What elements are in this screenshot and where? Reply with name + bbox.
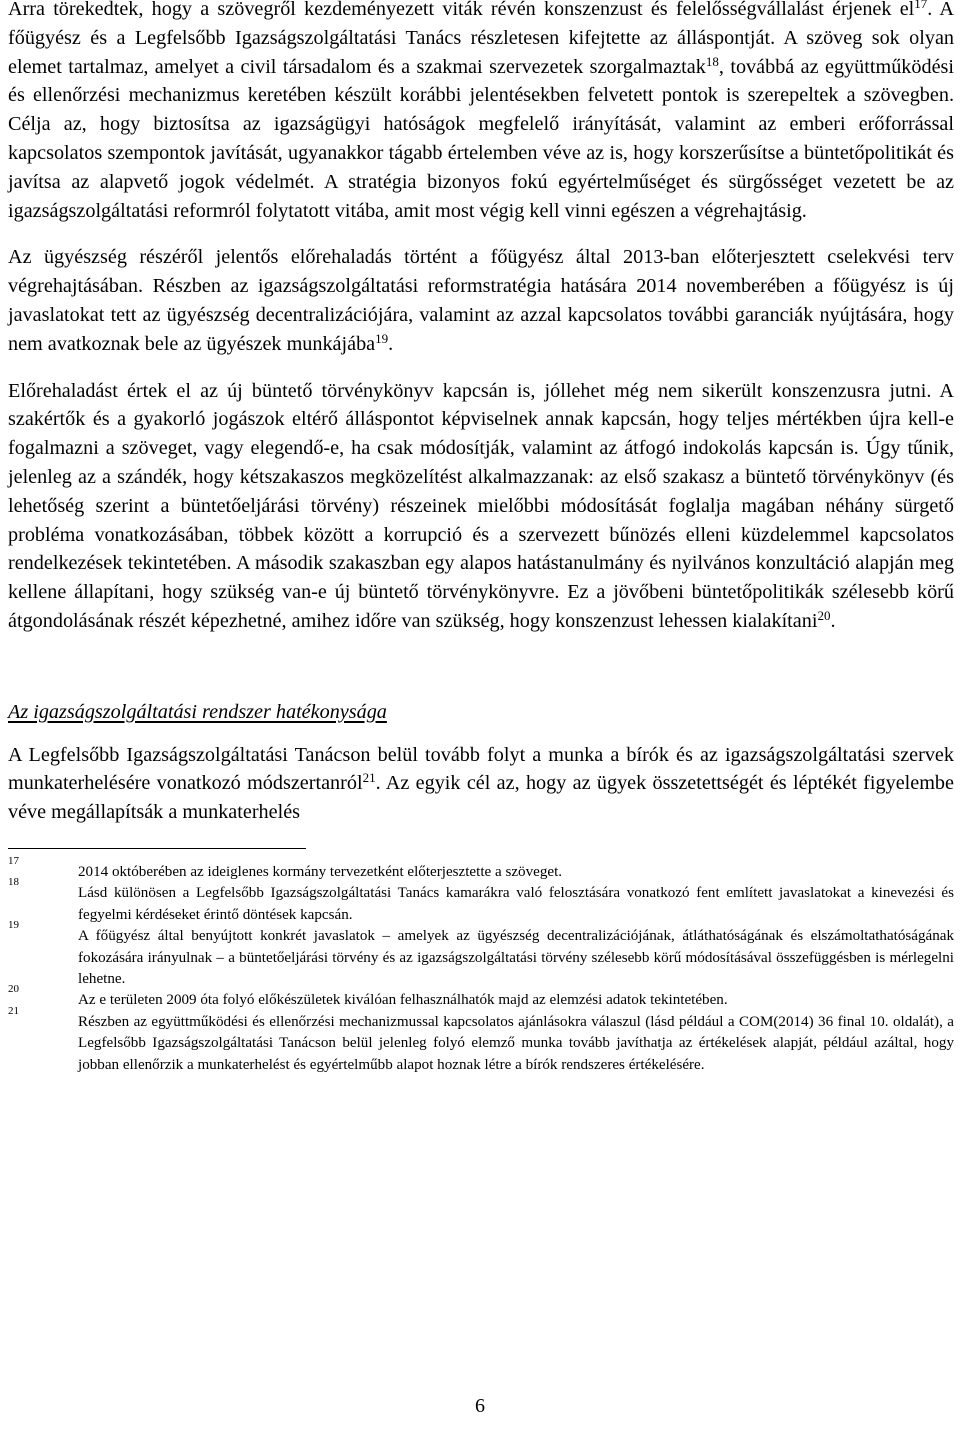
footnote-ref-21[interactable]: 21 bbox=[362, 770, 376, 786]
footnote-text: Az e területen 2009 óta folyó előkészületek kiválóan felhasználhatók majd az elemzési adatok tekintetében. bbox=[78, 992, 728, 1009]
footnote-text: 2014 októberében az ideiglenes kormány tervezetként előterjesztette a szöveget. bbox=[78, 863, 563, 880]
footnote-text: Lásd különösen a Legfelsőbb Igazságszolgáltatási Tanács kamarákra való felosztására vonatkozó fent említett javaslatokat a kinevezési és fegyelmi kérdéseket érintő döntések kapcsán. bbox=[78, 885, 954, 923]
page-number: 6 bbox=[475, 1395, 485, 1417]
paragraph-3 bbox=[8, 377, 954, 636]
paragraph-text: . Az egyik cél az, hogy az ügyek összetettségét és léptékét figyelembe véve megállapítsák a munkaterhelés bbox=[8, 772, 954, 824]
footnote-number: 21 bbox=[8, 1004, 19, 1017]
footnote-19 bbox=[8, 919, 954, 990]
footnote-ref-19[interactable]: 19 bbox=[375, 330, 389, 346]
footnote-text: A főügyész által benyújtott konkrét javaslatok – amelyek az ügyészség decentralizációjának, átláthatóságának és elszámoltathatóságának fokozására irányulnak – a büntetőeljárási törvény és az igazságszolgáltatási törvény szélesebb körű módosításával összefüggésben is mérlegelni lehetne. bbox=[78, 928, 954, 987]
paragraph-text: . bbox=[388, 332, 394, 355]
footnote-18 bbox=[8, 876, 954, 926]
paragraph-text: . bbox=[830, 609, 836, 632]
paragraph-text: . A főügyész és a Legfelsőbb Igazságszolgáltatási Tanács részletesen kifejtette az álláspontját. A szöveg sok olyan elemet tartalmaz, amelyet a civil társadalom és a szakmai szervezetek szorgalmaztak bbox=[8, 0, 954, 78]
section-paragraph bbox=[8, 741, 954, 827]
paragraph-text: A Legfelsőbb Igazságszolgáltatási Tanácson belül tovább folyt a munka a bírók és az igazságszolgáltatási szervek munkaterhelésére vonatkozó módszertanról bbox=[8, 743, 954, 795]
footnote-number: 19 bbox=[8, 919, 19, 932]
section-heading: Az igazságszolgáltatási rendszer hatékonysága bbox=[8, 700, 387, 723]
footnote-text: Részben az együttműködési és ellenőrzési mechanizmussal kapcsolatos ajánlásokra válaszul (lásd például a COM(2014) 36 final 10. oldalát), a Legfelsőbb Igazságszolgáltatási Tanácson belül jelenleg folyó elemző munka tovább javíthatja az értékelések alapját, például azáltal, hogy jobban ellenőrzik a munkaterhelést és egyértelműbb alapot hoznak létre a bírók rendszeres értékelésére. bbox=[78, 1013, 954, 1073]
paragraph-text: Előrehaladást értek el az új büntető törvénykönyv kapcsán is, jóllehet még nem sikerült konszenzusra jutni. A szakértők és a gyakorló jogászok eltérő álláspontot képviselnek annak kapcsán, hogy teljes mértékben újra kell-e fogalmazni a szöveget, vagy elegendő-e, ha csak módosítják, valamint az átfogó indokolás kapcsán is. Úgy tűnik, jelenleg az a szándék, hogy kétszakaszos megközelítést alkalmazzanak: az első szakasz a büntető törvénykönyv (és lehetőség szerint a büntetőeljárási törvény) részeinek mielőbbi módosítását foglalja magában néhány sürgető probléma vonatkozásában, többek között a korrupció és a szervezett bűnözés elleni küzdelemmel kapcsolatos rendelkezések tekintetében. A második szakaszban egy alapos hatástanulmány és nyilvános konzultáció alapján meg kellene állapítani, hogy szükség van-e új büntető törvénykönyvre. Ez a jövőbeni büntetőpolitikák szélesebb körű átgondolásának részét képezhetné, amihez időre van szükség, hogy konszenzust lehessen kialakítani bbox=[8, 379, 954, 632]
footnote-ref-17[interactable]: 17 bbox=[914, 0, 928, 11]
paragraph-text: Arra törekedtek, hogy a szövegről kezdeményezett viták révén konszenzust és felelősségvállalást érjenek el bbox=[8, 0, 915, 20]
footnote-separator bbox=[8, 848, 306, 849]
footnote-21 bbox=[8, 1004, 954, 1076]
footnote-number: 17 bbox=[8, 854, 19, 867]
paragraph-text: , továbbá az együttműködési és ellenőrzési mechanizmus keretében készült korábbi jelentésekben felvetett pontok is szerepeltek a szövegben. Célja az, hogy biztosítsa az igazságügyi hatóságok megfelelő irányítását, valamint az emberi erőforrással kapcsolatos szempontok javítását, ugyanakkor tágabb értelemben véve az is, hogy korszerűsítse a büntetőpolitikát és javítsa az alapvető jogok védelmét. A stratégia bizonyos fokú egyértelműséget és sürgősséget vezetett be az igazságszolgáltatási reformról folytatott vitába, amit most végig kell vinni egészen a végrehajtásig. bbox=[8, 55, 954, 222]
footnote-number: 20 bbox=[8, 983, 19, 996]
footnote-ref-18[interactable]: 18 bbox=[705, 53, 719, 69]
footnote-17 bbox=[8, 854, 954, 883]
footnote-number: 18 bbox=[8, 876, 19, 889]
paragraph-2 bbox=[8, 243, 954, 358]
document-page bbox=[8, 0, 954, 1076]
paragraph-text: Az ügyészség részéről jelentős előrehaladás történt a főügyész által 2013-ban előterjesztett cselekvési terv végrehajtásában. Részben az igazságszolgáltatási reformstratégia hatására 2014 novemberében a főügyész is új javaslatokat tett az ügyészség decentralizációjára, valamint az azzal kapcsolatos további garanciák nyújtására, hogy nem avatkoznak bele az ügyészek munkájába bbox=[8, 246, 954, 355]
paragraph-1 bbox=[8, 0, 954, 225]
footnote-ref-20[interactable]: 20 bbox=[817, 607, 831, 623]
footnote-20 bbox=[8, 983, 954, 1011]
footnotes bbox=[8, 854, 954, 1076]
